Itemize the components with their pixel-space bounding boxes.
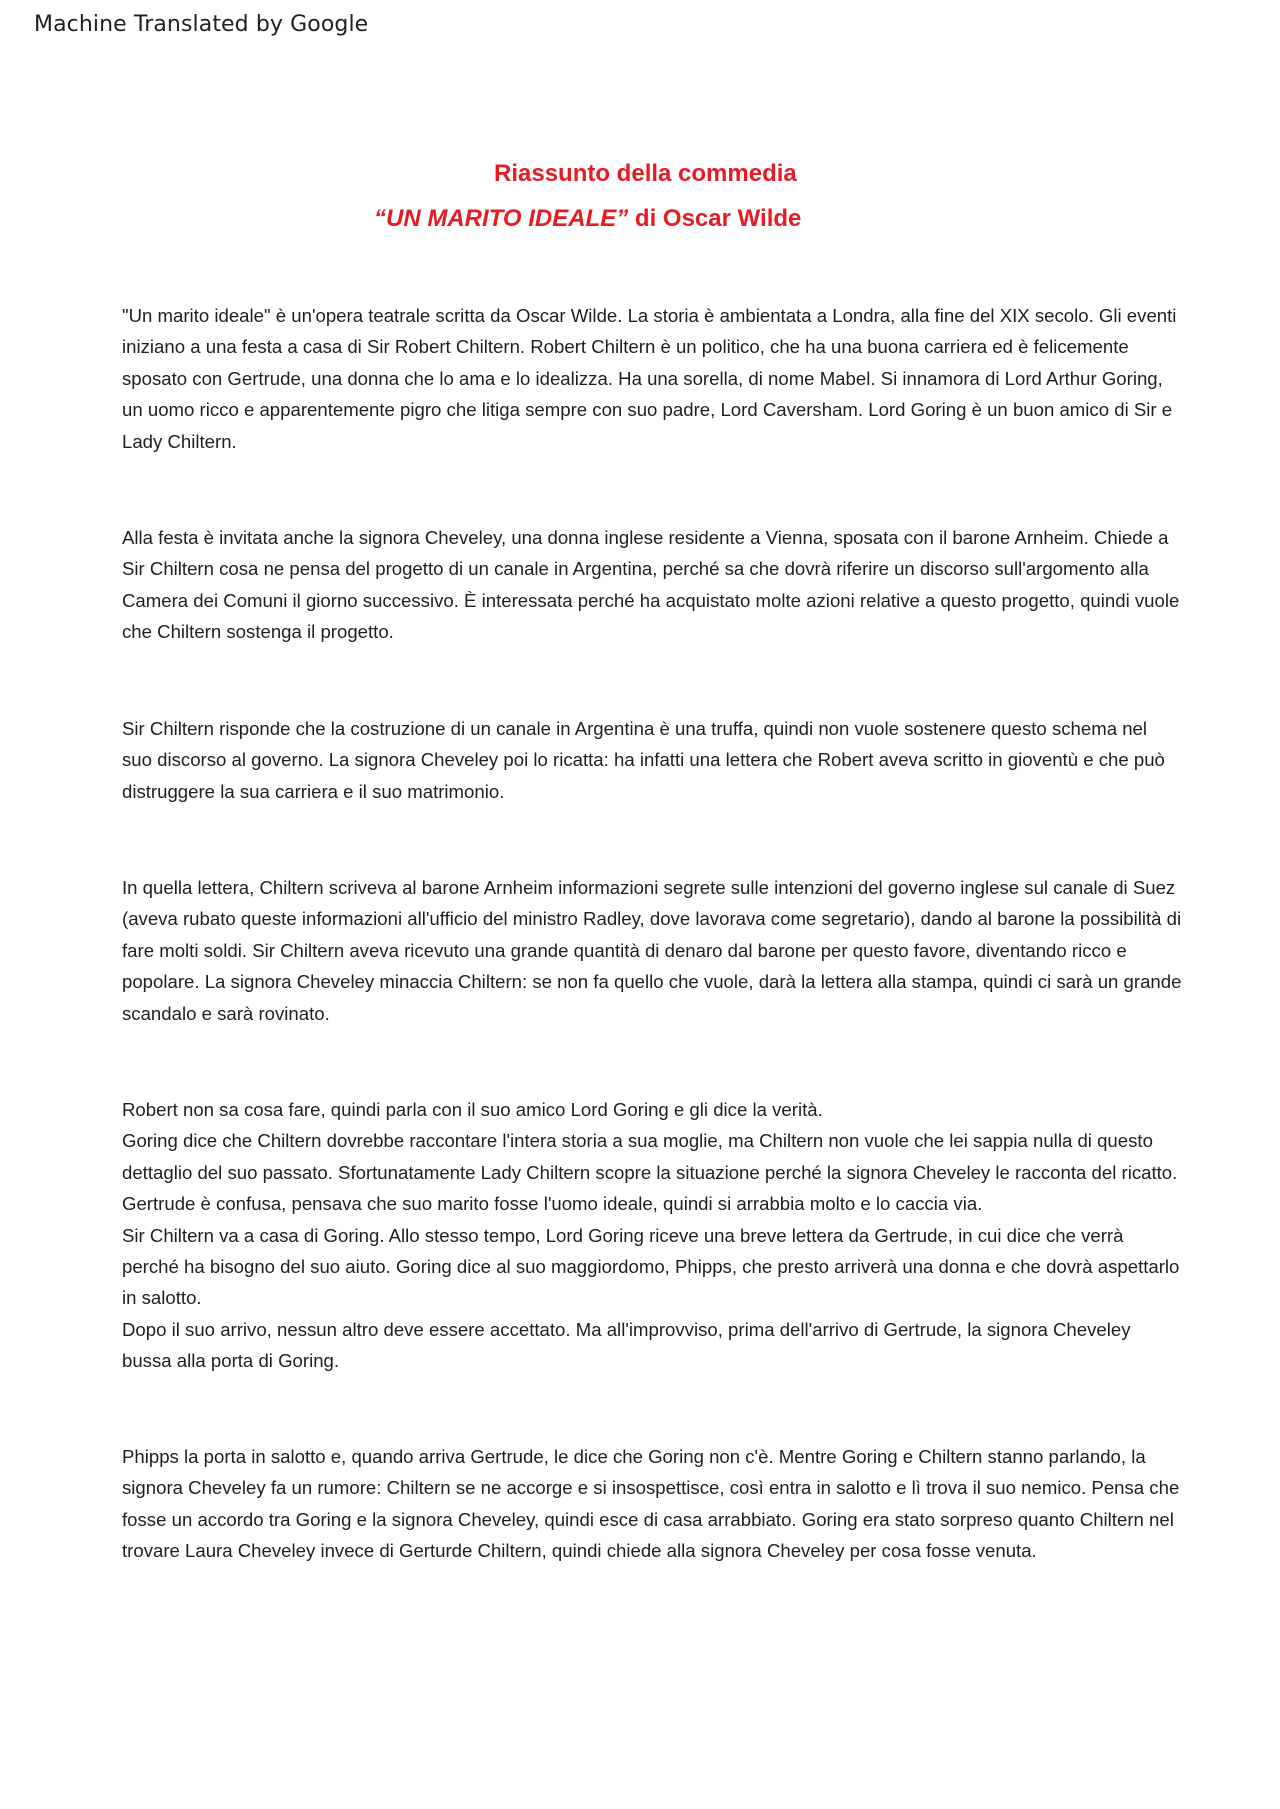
- paragraph-line: Sir Chiltern va a casa di Goring. Allo stesso tempo, Lord Goring riceve una breve lettera da Gertrude, in cui dice che verrà perché ha bisogno del suo aiuto. Goring dice al suo maggiordomo, Phipps, che presto arriverà una donna e che dovrà aspettarlo in salotto.: [122, 1224, 1180, 1309]
- paragraph-4: [122, 872, 1182, 1029]
- paragraph-line: Phipps la porta in salotto e, quando arriva Gertrude, le dice che Goring non c'è. Mentre Goring e Chiltern stanno parlando, la signora Cheveley fa un rumore: Chiltern se ne accorge e si insospettisce, così entra in salotto e lì trova il suo nemico. Pensa che fosse un accordo tra Goring e la signora Cheveley, quindi esce di casa arrabbiato. Goring era stato sorpreso quanto Chiltern nel trovare Laura Cheveley invece di Gerturde Chiltern, quindi chiede alla signora Cheveley per cosa fosse venuta.: [122, 1446, 1180, 1562]
- paragraph-line: "Un marito ideale" è un'opera teatrale scritta da Oscar Wilde. La storia è ambientata a Londra, alla fine del XIX secolo. Gli eventi iniziano a una festa a casa di Sir Robert Chiltern. Robert Chiltern è un politico, che ha una buona carriera ed è felicemente sposato con Gertrude, una donna che lo ama e lo idealizza. Ha una sorella, di nome Mabel. Si innamora di Lord Arthur Goring, un uomo ricco e apparentemente pigro che litiga sempre con suo padre, Lord Caversham. Lord Goring è un buon amico di Sir e Lady Chiltern.: [122, 305, 1177, 452]
- title-line-1: Riassunto della commedia: [494, 160, 797, 187]
- paragraph-line: Dopo il suo arrivo, nessun altro deve essere accettato. Ma all'improvviso, prima dell'arrivo di Gertrude, la signora Cheveley bussa alla porta di Goring.: [122, 1318, 1131, 1372]
- machine-translated-banner: Machine Translated by Google: [34, 12, 369, 37]
- paragraph-line: Goring dice che Chiltern dovrebbe raccontare l'intera storia a sua moglie, ma Chiltern non vuole che lei sappia nulla di questo dettaglio del suo passato. Sfortunatamente Lady Chiltern scopre la situazione perché la signora Cheveley le racconta del ricatto. Gertrude è confusa, pensava che suo marito fosse l'uomo ideale, quindi si arrabbia molto e lo caccia via.: [122, 1130, 1178, 1215]
- paragraph-2: [122, 522, 1182, 648]
- paragraph-1: [122, 300, 1182, 457]
- paragraph-3: [122, 713, 1182, 807]
- paragraph-6: [122, 1441, 1182, 1567]
- paragraph-5: [122, 1094, 1182, 1377]
- paragraph-line: In quella lettera, Chiltern scriveva al barone Arnheim informazioni segrete sulle intenzioni del governo inglese sul canale di Suez (aveva rubato queste informazioni all'ufficio del ministro Radley, dove lavorava come segretario), dando al barone la possibilità di fare molti soldi. Sir Chiltern aveva ricevuto una grande quantità di denaro dal barone per questo favore, diventando ricco e popolare. La signora Cheveley minaccia Chiltern: se non fa quello che vuole, darà la lettera alla stampa, quindi ci sarà un grande scandalo e sarà rovinato.: [122, 877, 1182, 1024]
- paragraph-line: Alla festa è invitata anche la signora Cheveley, una donna inglese residente a Vienna, sposata con il barone Arnheim. Chiede a Sir Chiltern cosa ne pensa del progetto di un canale in Argentina, perché sa che dovrà riferire un discorso sull'argomento alla Camera dei Comuni il giorno successivo. È interessata perché ha acquistato molte azioni relative a questo progetto, quindi vuole che Chiltern sostenga il progetto.: [122, 527, 1180, 643]
- paragraph-line: Sir Chiltern risponde che la costruzione di un canale in Argentina è una truffa, quindi non vuole sostenere questo schema nel suo discorso al governo. La signora Cheveley poi lo ricatta: ha infatti una lettera che Robert aveva scritto in gioventù e che può distruggere la sua carriera e il suo matrimonio.: [122, 718, 1165, 802]
- play-author: di Oscar Wilde: [628, 205, 802, 232]
- paragraph-line: Robert non sa cosa fare, quindi parla con il suo amico Lord Goring e gli dice la verità.: [122, 1099, 823, 1120]
- play-title: “UN MARITO IDEALE”: [374, 205, 629, 232]
- title-line-2: [374, 205, 801, 233]
